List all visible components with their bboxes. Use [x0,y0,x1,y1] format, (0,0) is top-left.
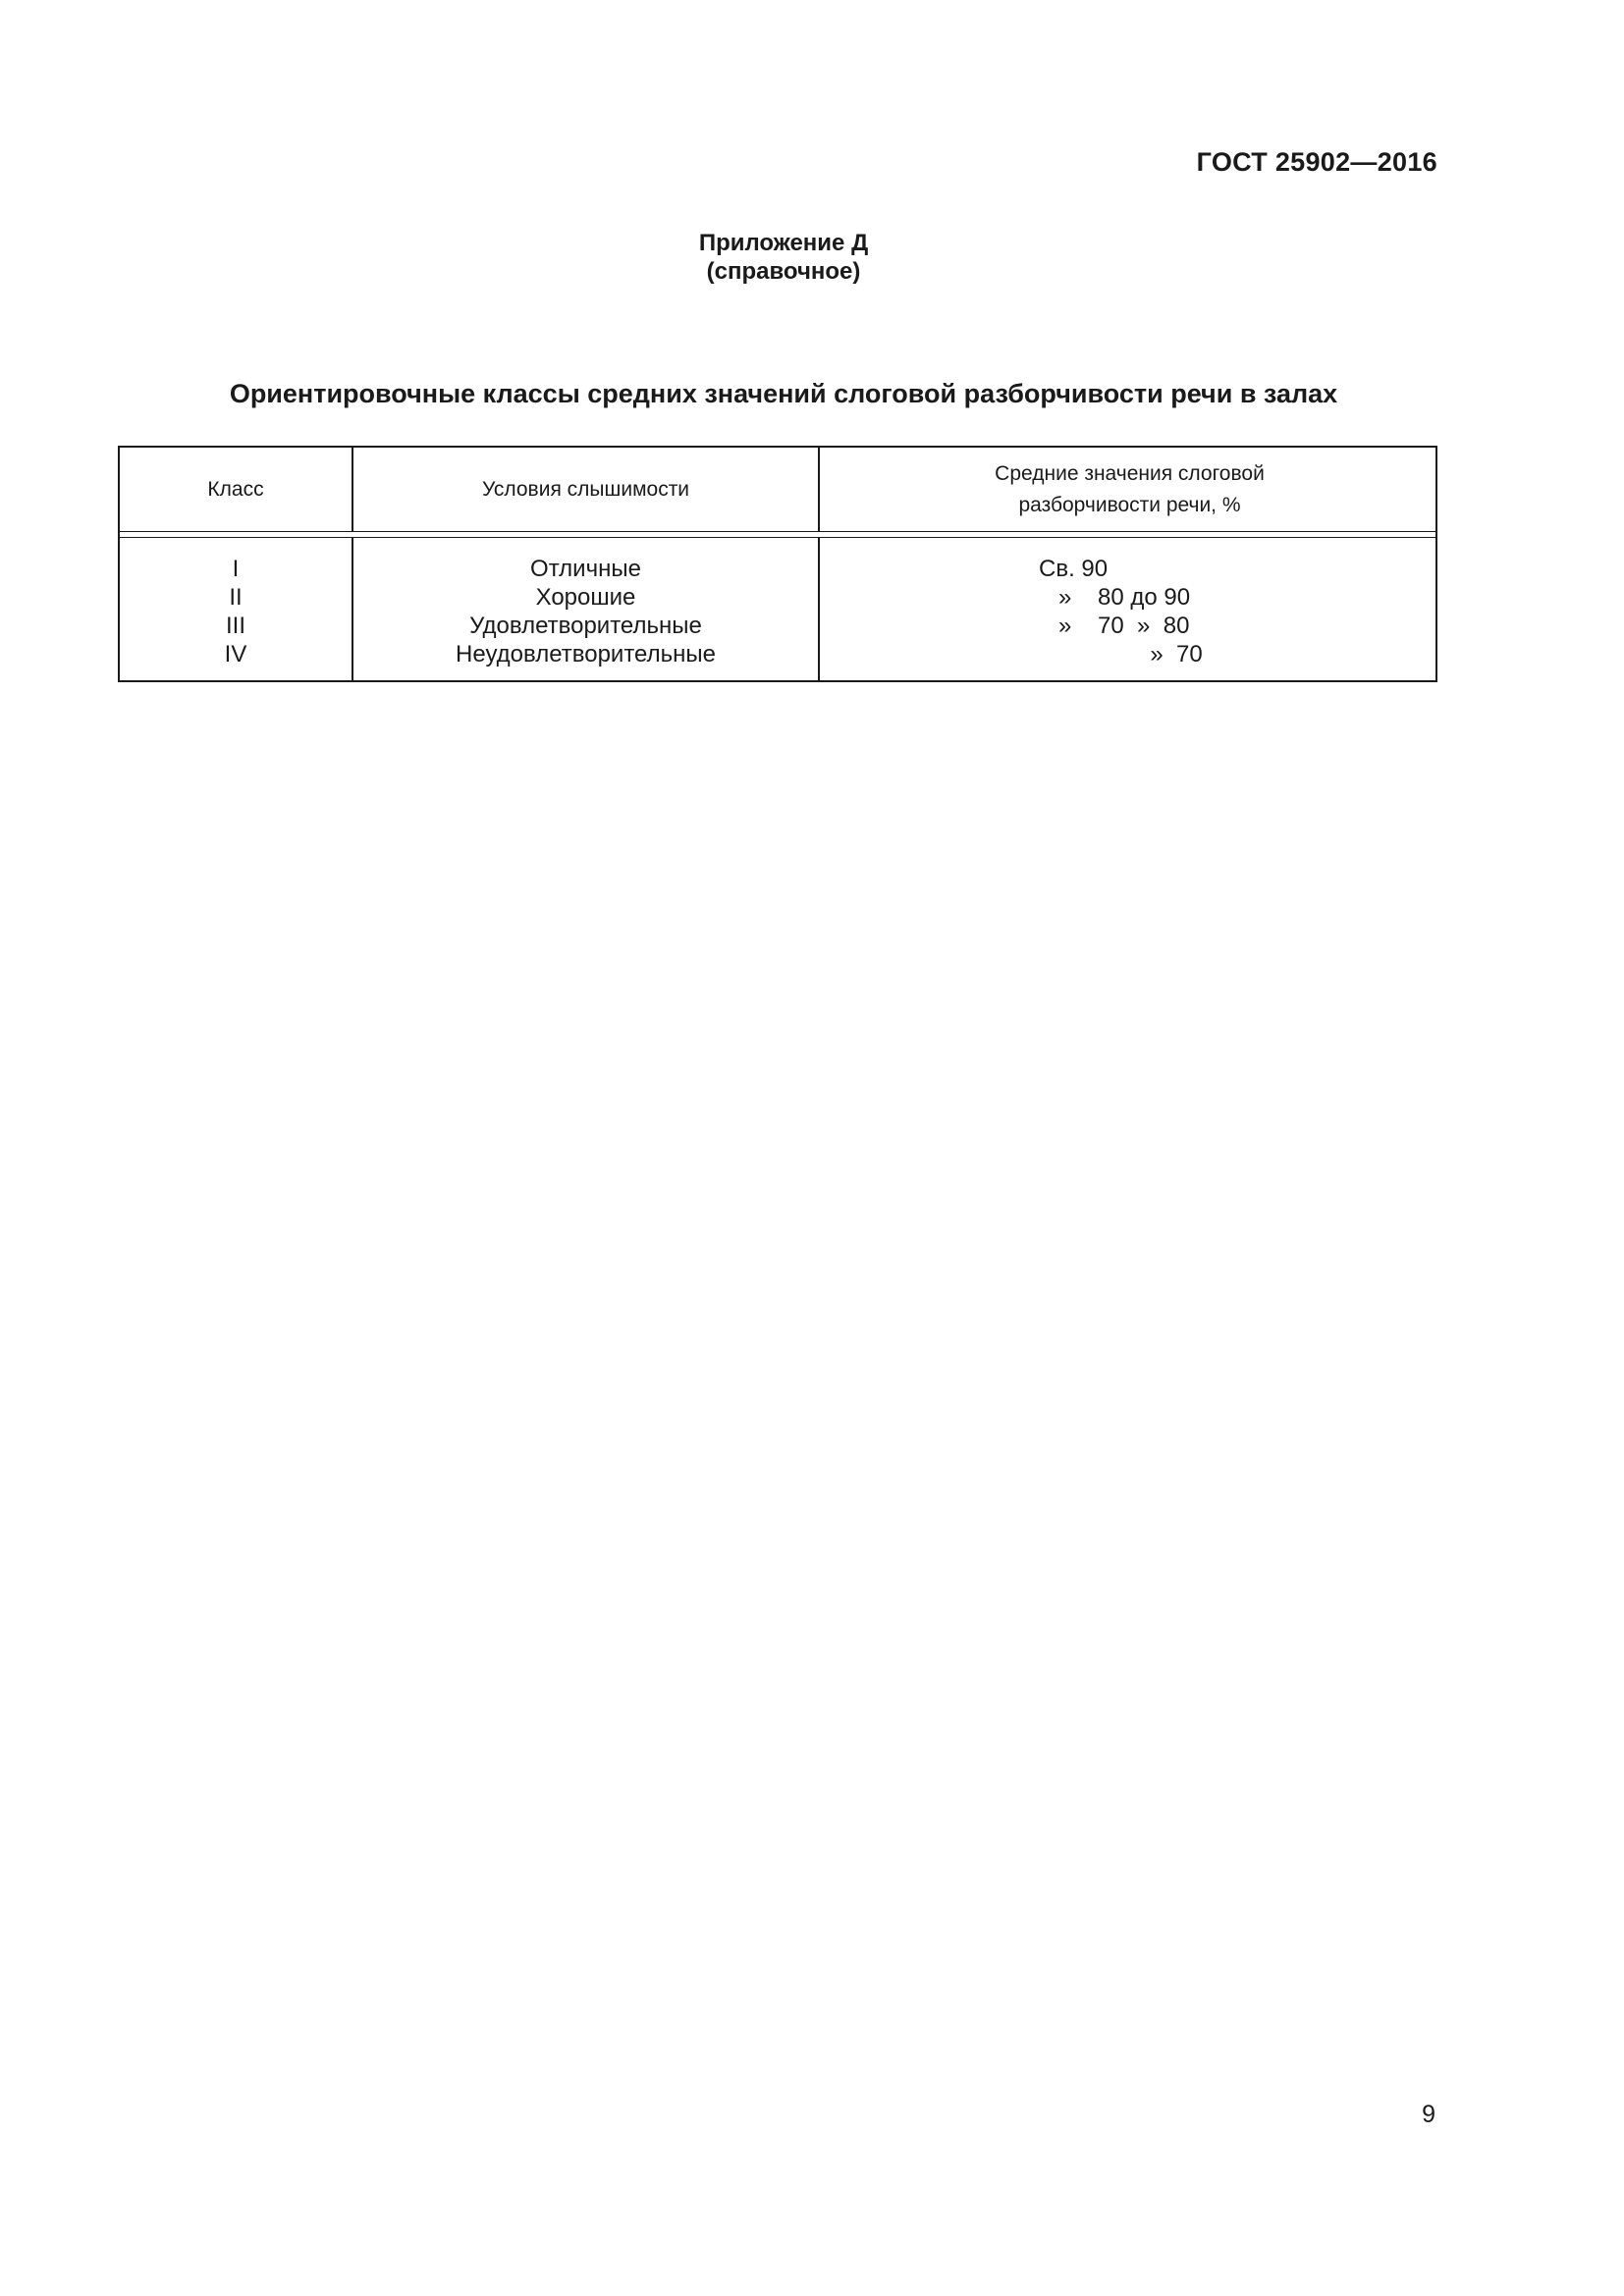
header-class [120,448,352,532]
conditions-column [353,555,818,668]
value-cell: Св. 90 [1039,556,1109,582]
class-cell: II [229,584,243,611]
intelligibility-table [118,446,1437,682]
conditions-cell: Неудовлетворительные [456,641,716,667]
page-number: 9 [1422,2101,1435,2128]
annex-title: Приложение Д [698,230,869,256]
conditions-cell: Отличные [530,556,641,582]
header-conditions-label: Условия слышимости [481,478,690,501]
header-conditions [353,448,818,532]
values-column [1039,555,1284,668]
annex-kind: (справочное) [706,258,861,285]
value-cell: » 70 » 80 [1039,613,1190,639]
class-cell: I [232,556,240,582]
table-title: Ориентировочные классы средних значений слоговой разборчивости речи в залах [229,379,1338,408]
value-cell: » 80 до 90 [1039,584,1191,611]
conditions-cell: Хорошие [535,584,636,611]
header-values-line2: разборчивости речи, % [1018,494,1241,516]
header-divider [120,537,1435,538]
document-code: ГОСТ 25902—2016 [1196,147,1437,177]
header-class-label: Класс [207,478,264,501]
value-cell: » 70 [1039,641,1203,667]
header-values [820,448,1439,532]
class-cell: III [225,613,245,639]
conditions-cell: Удовлетворительные [469,613,702,639]
class-cell: IV [224,641,247,667]
header-values-line1: Средние значения слоговой [995,462,1265,485]
class-column [120,555,352,668]
